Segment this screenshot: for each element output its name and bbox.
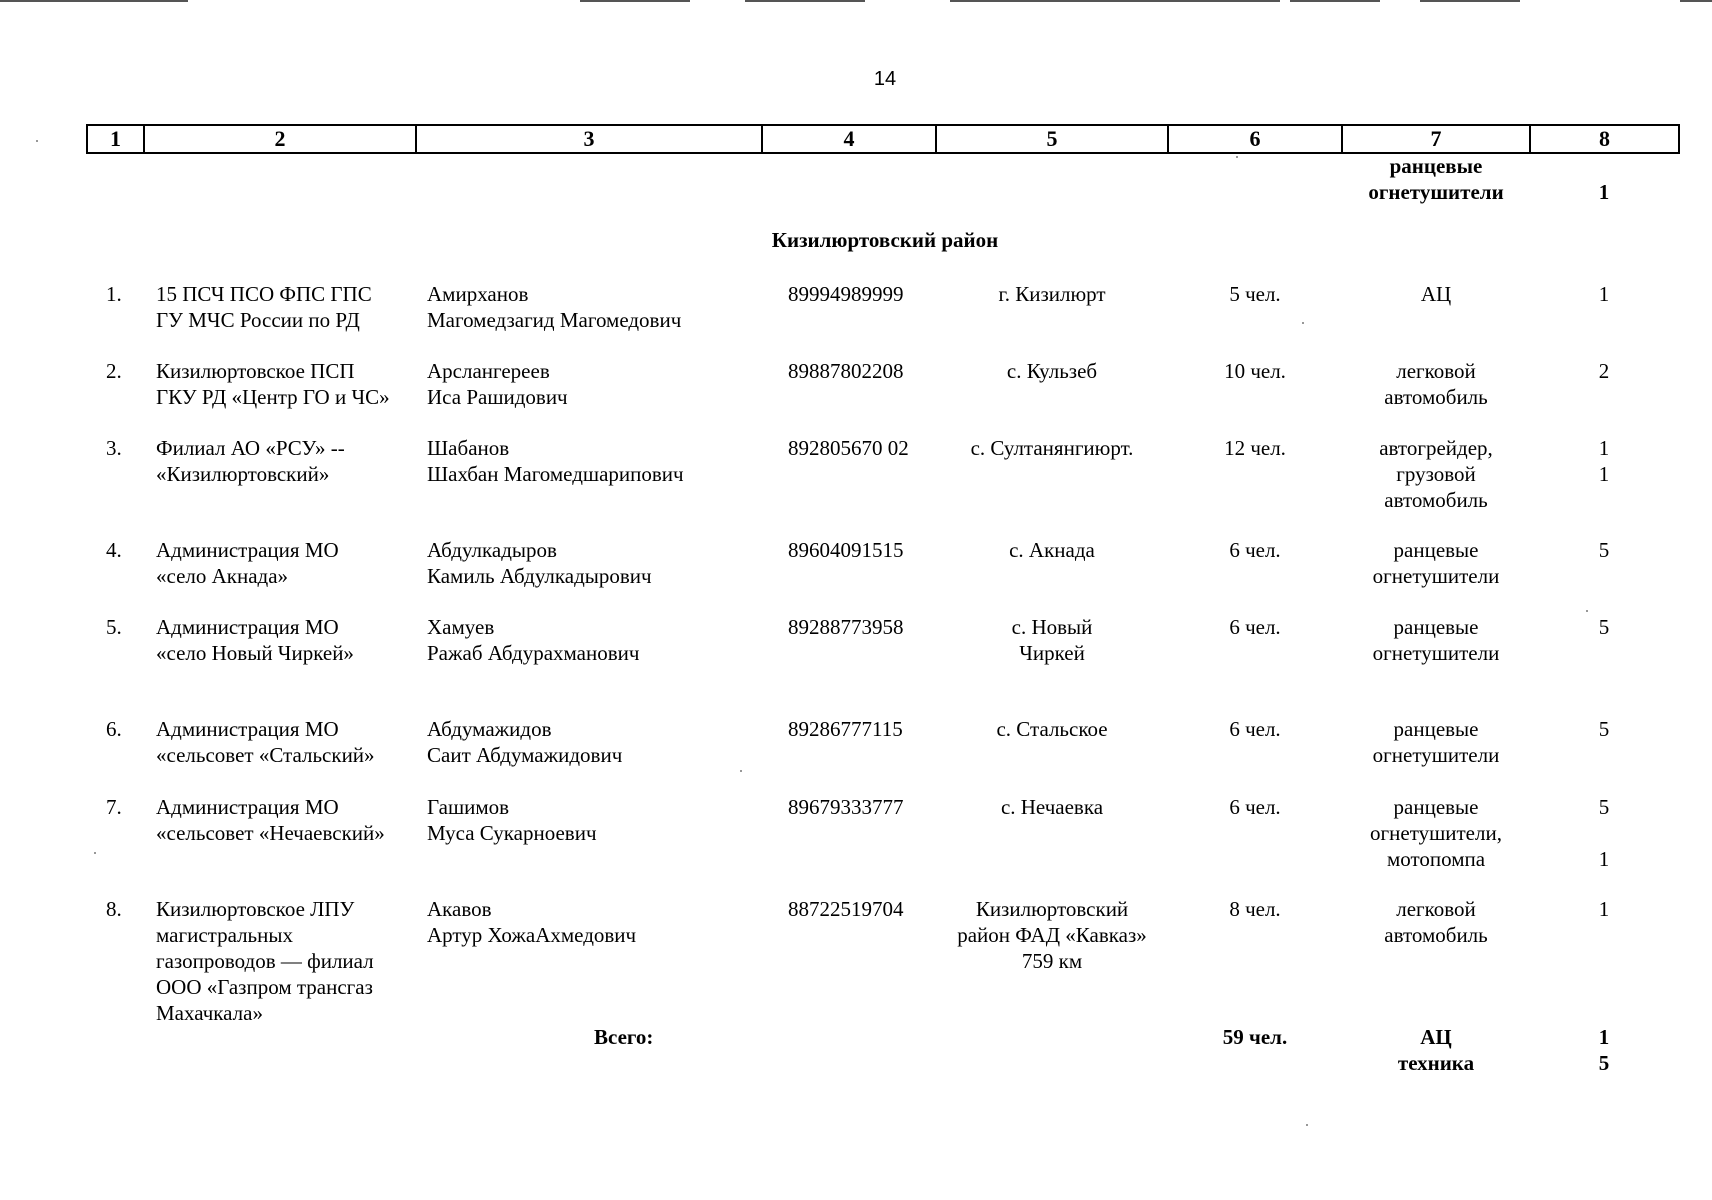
organization-line: «село Акнада»	[156, 564, 289, 588]
equipment-count-line: 1	[1598, 282, 1610, 306]
person-line: Саит Абдумажидович	[427, 743, 623, 767]
equipment-line: огнетушители,	[1370, 821, 1502, 845]
equipment-line: огнетушители	[1372, 743, 1500, 767]
personnel-count: 6 чел.	[1229, 615, 1281, 639]
phone-number: 89994989999	[788, 282, 904, 306]
person-line: Абдулкадыров	[427, 538, 557, 562]
header-col-2: 2	[144, 125, 416, 153]
equipment-count-line: 1	[1598, 436, 1610, 460]
district-title: Кизилюртовский район	[771, 228, 999, 252]
equipment	[1336, 716, 1536, 768]
scan-speck	[740, 770, 742, 772]
equipment-line: АЦ	[1420, 282, 1452, 306]
organization-line: ГКУ РД «Центр ГО и ЧС»	[156, 385, 390, 409]
person-line: Муса Сукарноевич	[427, 821, 597, 845]
phone-number: 89604091515	[788, 538, 904, 562]
scan-edge-line	[950, 0, 1280, 2]
personnel-count: 6 чел.	[1229, 795, 1281, 819]
organization	[156, 794, 385, 846]
scan-speck	[1586, 610, 1588, 612]
location	[946, 537, 1158, 563]
equipment	[1336, 281, 1536, 307]
organization-line: «село Новый Чиркей»	[156, 641, 354, 665]
header-col-4: 4	[762, 125, 936, 153]
person-line: Арслангереев	[427, 359, 550, 383]
person-line: Иса Рашидович	[427, 385, 568, 409]
location	[946, 794, 1158, 820]
organization-line: Кизилюртовское ПСП	[156, 359, 355, 383]
equipment-count	[1580, 614, 1628, 640]
organization-line: «сельсовет «Стальский»	[156, 743, 375, 767]
location	[946, 716, 1158, 742]
responsible-person	[427, 281, 681, 333]
equipment-count-line: 2	[1598, 359, 1610, 383]
person-line: Шахбан Магомедшарипович	[427, 462, 684, 486]
total-personnel: 59 чел.	[1222, 1025, 1288, 1049]
equipment-count-line	[1580, 820, 1628, 846]
carry-over-equipment-line: ранцевые	[1389, 154, 1483, 178]
organization	[156, 358, 390, 410]
person-line: Хамуев	[427, 615, 495, 639]
responsible-person	[427, 537, 652, 589]
organization-line: Администрация МО	[156, 615, 339, 639]
total-count-line: 5	[1598, 1051, 1610, 1075]
total-label: Всего:	[594, 1025, 654, 1049]
organization-line: ГУ МЧС России по РД	[156, 308, 360, 332]
equipment	[1336, 435, 1536, 513]
phone-number: 89679333777	[788, 795, 904, 819]
scan-edge-line	[745, 0, 865, 2]
equipment	[1336, 614, 1536, 666]
location-line: Кизилюртовский	[975, 897, 1129, 921]
equipment-count	[1580, 537, 1628, 563]
carry-over-equipment	[1336, 153, 1536, 205]
scan-speck	[1306, 1124, 1308, 1126]
organization-line: 15 ПСЧ ПСО ФПС ГПС	[156, 282, 372, 306]
column-number-header	[86, 124, 1680, 154]
header-col-6: 6	[1168, 125, 1342, 153]
equipment-line: легковой	[1396, 897, 1476, 921]
equipment-line: автомобиль	[1384, 385, 1488, 409]
scan-edge-line	[580, 0, 690, 2]
equipment-line: автогрейдер,	[1379, 436, 1493, 460]
equipment	[1336, 358, 1536, 410]
person-line: Абдумажидов	[427, 717, 552, 741]
location	[946, 281, 1158, 307]
responsible-person	[427, 358, 568, 410]
scan-edge-line	[0, 0, 188, 2]
responsible-person	[427, 435, 684, 487]
location-line: с. Кульзеб	[1006, 359, 1098, 383]
phone-number: 89288773958	[788, 615, 904, 639]
location-line: с. Султанянгиюрт.	[970, 436, 1134, 460]
equipment-count-line: 1	[1598, 847, 1610, 871]
organization-line: Кизилюртовское ЛПУ	[156, 897, 355, 921]
person-line: Магомедзагид Магомедович	[427, 308, 682, 332]
row-number: 5.	[106, 615, 122, 639]
scan-speck	[94, 852, 96, 854]
person-line: Гашимов	[427, 795, 510, 819]
equipment-line: легковой	[1396, 359, 1476, 383]
location	[946, 358, 1158, 384]
page-number: 14	[873, 68, 897, 90]
equipment-count	[1580, 794, 1628, 872]
location	[946, 435, 1158, 461]
location-line: с. Новый	[1011, 615, 1093, 639]
person-line: Ражаб Абдурахманович	[427, 641, 640, 665]
location	[946, 614, 1158, 666]
header-col-8: 8	[1530, 125, 1679, 153]
organization	[156, 435, 345, 487]
equipment-line: ранцевые	[1393, 538, 1479, 562]
organization-line: Администрация МО	[156, 538, 339, 562]
location-line: с. Акнада	[1009, 538, 1095, 562]
phone-number: 88722519704	[788, 897, 904, 921]
personnel-count: 8 чел.	[1229, 897, 1281, 921]
person-line: Акавов	[427, 897, 492, 921]
scan-edge-line	[1420, 0, 1520, 2]
personnel-count: 10 чел.	[1224, 359, 1286, 383]
personnel-count: 5 чел.	[1229, 282, 1281, 306]
equipment	[1336, 537, 1536, 589]
scan-edge-line	[1290, 0, 1380, 2]
location	[946, 896, 1158, 974]
equipment-count-line: 5	[1598, 538, 1610, 562]
organization-line: Филиал АО «РСУ» --	[156, 436, 345, 460]
total-equipment-line: техника	[1397, 1051, 1475, 1075]
organization-line: магистральных	[156, 923, 293, 947]
equipment-line: огнетушители	[1372, 564, 1500, 588]
equipment-line: ранцевые	[1393, 615, 1479, 639]
organization-line: Администрация МО	[156, 717, 339, 741]
header-col-5: 5	[936, 125, 1168, 153]
equipment-count-line: 1	[1598, 462, 1610, 486]
equipment-line: мотопомпа	[1386, 847, 1486, 871]
location-line: с. Нечаевка	[1000, 795, 1104, 819]
organization	[156, 281, 372, 333]
person-line: Камиль Абдулкадырович	[427, 564, 652, 588]
scan-speck	[36, 140, 38, 142]
organization-line: ООО «Газпром трансгаз	[156, 975, 373, 999]
location-line: Чиркей	[1019, 641, 1085, 665]
phone-number: 89887802208	[788, 359, 904, 383]
equipment-count-line: 5	[1598, 717, 1610, 741]
organization	[156, 537, 339, 589]
equipment	[1336, 896, 1536, 948]
row-number: 7.	[106, 795, 122, 819]
organization-line: газопроводов — филиал	[156, 949, 374, 973]
organization	[156, 614, 354, 666]
equipment-count-line: 5	[1598, 795, 1610, 819]
row-number: 8.	[106, 897, 122, 921]
equipment-count	[1580, 281, 1628, 307]
carry-over-count: 1	[1598, 180, 1610, 204]
personnel-count: 6 чел.	[1229, 538, 1281, 562]
header-col-1: 1	[87, 125, 144, 153]
equipment-line: автомобиль	[1384, 488, 1488, 512]
equipment	[1336, 794, 1536, 872]
person-line: Амирханов	[427, 282, 529, 306]
organization-line: Махачкала»	[156, 1001, 263, 1025]
row-number: 3.	[106, 436, 122, 460]
equipment-line: ранцевые	[1393, 795, 1479, 819]
equipment-count	[1580, 716, 1628, 742]
equipment-line: огнетушители	[1372, 641, 1500, 665]
equipment-line: ранцевые	[1393, 717, 1479, 741]
responsible-person	[427, 716, 622, 768]
equipment-line: автомобиль	[1384, 923, 1488, 947]
organization	[156, 896, 374, 1026]
responsible-person	[427, 896, 636, 948]
person-line: Артур ХожаАхмедович	[427, 923, 637, 947]
responsible-person	[427, 614, 639, 666]
total-count-line: 1	[1598, 1025, 1610, 1049]
total-equipment-line: АЦ	[1420, 1025, 1452, 1049]
organization-line: «сельсовет «Нечаевский»	[156, 821, 385, 845]
equipment-count	[1580, 896, 1628, 922]
equipment-count-line: 5	[1598, 615, 1610, 639]
row-number: 4.	[106, 538, 122, 562]
equipment-count	[1580, 358, 1628, 384]
header-col-7: 7	[1342, 125, 1530, 153]
personnel-count: 6 чел.	[1229, 717, 1281, 741]
carry-over-equipment-line: огнетушители	[1368, 180, 1504, 204]
scan-speck	[1236, 156, 1238, 158]
location-line: 759 км	[1021, 949, 1083, 973]
total-equipment	[1336, 1024, 1536, 1076]
row-number: 1.	[106, 282, 122, 306]
organization-line: Администрация МО	[156, 795, 339, 819]
organization-line: «Кизилюртовский»	[156, 462, 330, 486]
scan-edge-line	[1680, 0, 1712, 2]
location-line: район ФАД «Кавказ»	[957, 923, 1147, 947]
total-count	[1580, 1024, 1628, 1076]
person-line: Шабанов	[427, 436, 510, 460]
location-line: г. Кизилюрт	[998, 282, 1106, 306]
organization	[156, 716, 375, 768]
location-line: с. Стальское	[996, 717, 1108, 741]
equipment-line: грузовой	[1396, 462, 1476, 486]
personnel-count: 12 чел.	[1224, 436, 1286, 460]
equipment-count	[1580, 435, 1628, 487]
row-number: 6.	[106, 717, 122, 741]
header-col-3: 3	[416, 125, 762, 153]
responsible-person	[427, 794, 597, 846]
row-number: 2.	[106, 359, 122, 383]
equipment-count-line: 1	[1598, 897, 1610, 921]
phone-number: 892805670 02	[788, 436, 909, 460]
scan-speck	[1302, 322, 1304, 324]
phone-number: 89286777115	[788, 717, 903, 741]
